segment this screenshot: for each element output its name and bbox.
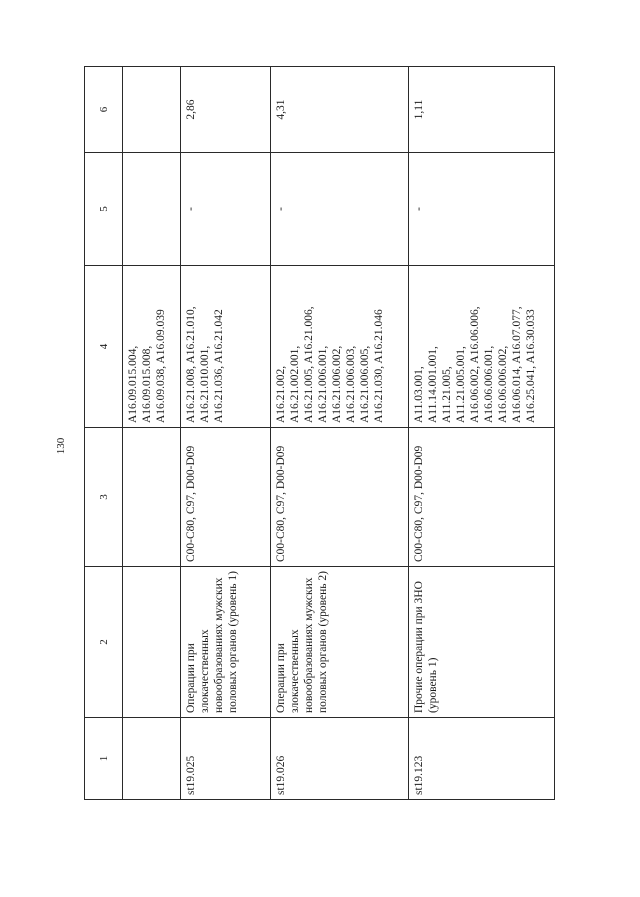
service-code: A16.21.006.001, [317, 345, 329, 423]
table-row [181, 67, 271, 800]
diagnosis-cell: C00-C80, C97, D00-D09 [271, 428, 409, 567]
service-code: A16.21.006.005, [359, 345, 371, 423]
service-code: A16.21.010.001, [199, 345, 211, 423]
coefficient-cell: 4,31 [271, 67, 409, 153]
service-code: A16.21.002.001, [289, 345, 301, 423]
name-cell [123, 567, 181, 718]
service-code: A11.21.005, [441, 366, 453, 423]
service-code: A16.21.002, [275, 365, 287, 423]
code-cell [123, 718, 181, 800]
service-code: A16.21.006.003, [345, 345, 357, 423]
tariff-table [84, 66, 555, 800]
service-code: A16.21.030, A16.21.046 [373, 309, 385, 423]
col5-cell: - [181, 153, 271, 266]
code-cell: st19.025 [181, 718, 271, 800]
diagnosis-cell [123, 428, 181, 567]
name-cell: Прочие операции при ЗНО (уровень 1) [409, 567, 555, 718]
service-code: A16.21.005, A16.21.006, [303, 306, 315, 423]
coefficient-cell: 1,11 [409, 67, 555, 153]
col5-cell: - [271, 153, 409, 266]
service-code: A11.14.001.001, [427, 346, 439, 423]
name-cell: Операции при злокачественных новообразованиях мужских половых органов (уровень 2) [271, 567, 409, 718]
tariff-table-container [84, 67, 554, 800]
header-row [85, 67, 123, 800]
service-code: A16.09.038, A16.09.039 [155, 309, 167, 423]
code-cell: st19.026 [271, 718, 409, 800]
column-header: 3 [85, 428, 123, 567]
service-code: A16.06.006.002, [497, 345, 509, 423]
service-code: A16.09.015.008, [141, 345, 153, 423]
page-number: 130 [55, 437, 67, 455]
coefficient-cell: 2,86 [181, 67, 271, 153]
table-row [271, 67, 409, 800]
name-cell: Операции при злокачественных новообразованиях мужских половых органов (уровень 1) [181, 567, 271, 718]
column-header: 2 [85, 567, 123, 718]
service-code: A16.06.014, A16.07.077, [511, 306, 523, 423]
service-code: A16.21.006.002, [331, 345, 343, 423]
column-header: 1 [85, 718, 123, 800]
service-code: A16.06.006.001, [483, 345, 495, 423]
service-code: A16.09.015.004, [127, 345, 139, 423]
services-cell [409, 266, 555, 428]
col5-cell [123, 153, 181, 266]
code-cell: st19.123 [409, 718, 555, 800]
services-cell [181, 266, 271, 428]
service-code: A16.25.041, A16.30.033 [525, 309, 537, 423]
service-code: A16.21.008, A16.21.010, [185, 306, 197, 423]
service-code: A11.21.005.001, [455, 346, 467, 423]
column-header: 4 [85, 266, 123, 428]
col5-cell: - [409, 153, 555, 266]
table-row [123, 67, 181, 800]
column-header: 5 [85, 153, 123, 266]
services-cell [123, 266, 181, 428]
table-row [409, 67, 555, 800]
service-code: A11.03.001, [413, 366, 425, 423]
services-cell [271, 266, 409, 428]
diagnosis-cell: C00-C80, C97, D00-D09 [181, 428, 271, 567]
coefficient-cell [123, 67, 181, 153]
column-header: 6 [85, 67, 123, 153]
service-code: A16.21.036, A16.21.042 [213, 309, 225, 423]
diagnosis-cell: C00-C80, C97, D00-D09 [409, 428, 555, 567]
service-code: A16.06.002, A16.06.006, [469, 306, 481, 423]
